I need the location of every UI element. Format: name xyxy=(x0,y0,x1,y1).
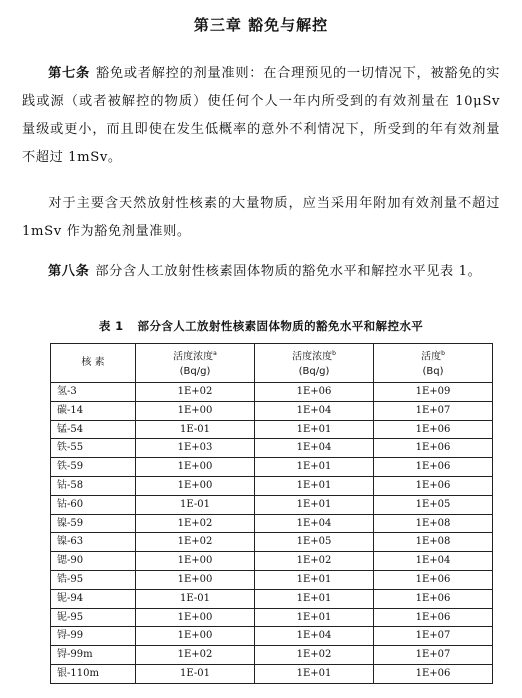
table-row xyxy=(51,664,493,683)
article-7-heading: 第七条 xyxy=(48,66,90,81)
header-unit: (Bq/g) xyxy=(298,365,330,377)
exemption-concentration-cell: 1E+00 xyxy=(136,401,255,420)
exemption-concentration-cell: 1E+00 xyxy=(136,627,255,646)
article-7-paragraph xyxy=(22,60,500,172)
activity-cell: 1E+06 xyxy=(374,664,493,683)
table-row xyxy=(51,589,493,608)
exemption-concentration-cell: 1E+02 xyxy=(136,383,255,402)
table-row xyxy=(51,552,493,571)
clearance-concentration-cell: 1E+01 xyxy=(255,458,374,477)
clearance-concentration-cell: 1E+04 xyxy=(255,514,374,533)
header-nuclide-label: 核 素 xyxy=(81,357,105,368)
exemption-concentration-cell: 1E-01 xyxy=(136,420,255,439)
exemption-concentration-cell: 1E+00 xyxy=(136,458,255,477)
article-7-text: 豁免或者解控的剂量准则：在合理预见的一切情况下，被豁免的实践或源（或者被解控的物质）使任何个人一年内所受到的有效剂量在 10μSv 量级或更小，而且即使在发生低概率的意外不利情况下，所受到的年有效剂量不超过 1mSv。 xyxy=(22,66,500,165)
clearance-concentration-cell: 1E+02 xyxy=(255,552,374,571)
natural-radionuclide-text: 对于主要含天然放射性核素的大量物质，应当采用年附加有效剂量不超过 1mSv 作为豁免剂量准则。 xyxy=(22,196,500,239)
article-8-text: 部分含人工放射性核素固体物质的豁免水平和解控水平见表 1。 xyxy=(95,264,482,279)
table-header-row xyxy=(51,344,493,383)
nuclide-cell: 钴-58 xyxy=(51,476,136,495)
exemption-concentration-cell: 1E-01 xyxy=(136,664,255,683)
exemption-concentration-cell: 1E+00 xyxy=(136,552,255,571)
activity-cell: 1E+07 xyxy=(374,401,493,420)
activity-cell: 1E+06 xyxy=(374,476,493,495)
exemption-concentration-cell: 1E+02 xyxy=(136,646,255,665)
nuclide-cell: 锆-95 xyxy=(51,570,136,589)
activity-cell: 1E+05 xyxy=(374,495,493,514)
nuclide-cell: 碳-14 xyxy=(51,401,136,420)
table-row xyxy=(51,514,493,533)
table-body xyxy=(51,383,493,684)
header-label: 活度浓度 xyxy=(173,351,214,363)
exemption-concentration-cell: 1E-01 xyxy=(136,495,255,514)
nuclide-cell: 铌-95 xyxy=(51,608,136,627)
activity-cell: 1E+06 xyxy=(374,439,493,458)
nuclide-cell: 钴-60 xyxy=(51,495,136,514)
clearance-concentration-cell: 1E+04 xyxy=(255,401,374,420)
clearance-concentration-cell: 1E+01 xyxy=(255,420,374,439)
nuclide-cell: 铁-55 xyxy=(51,439,136,458)
activity-cell: 1E+06 xyxy=(374,458,493,477)
exemption-concentration-cell: 1E-01 xyxy=(136,589,255,608)
table-row xyxy=(51,420,493,439)
table-row xyxy=(51,608,493,627)
header-activity xyxy=(374,344,493,383)
table-row xyxy=(51,533,493,552)
activity-cell: 1E+08 xyxy=(374,533,493,552)
clearance-concentration-cell: 1E+04 xyxy=(255,439,374,458)
table-row xyxy=(51,439,493,458)
header-clearance-activity-concentration xyxy=(255,344,374,383)
header-label: 活度浓度 xyxy=(292,351,333,363)
clearance-concentration-cell: 1E+05 xyxy=(255,533,374,552)
clearance-concentration-cell: 1E+02 xyxy=(255,646,374,665)
nuclide-cell: 铁-59 xyxy=(51,458,136,477)
exemption-concentration-cell: 1E+00 xyxy=(136,608,255,627)
nuclide-cell: 镍-63 xyxy=(51,533,136,552)
article-8-paragraph xyxy=(22,258,500,286)
table-row xyxy=(51,495,493,514)
footnote-mark: b xyxy=(441,350,445,358)
exemption-concentration-cell: 1E+02 xyxy=(136,514,255,533)
activity-cell: 1E+08 xyxy=(374,514,493,533)
table-row xyxy=(51,383,493,402)
table-row xyxy=(51,570,493,589)
nuclide-cell: 锰-54 xyxy=(51,420,136,439)
activity-cell: 1E+06 xyxy=(374,608,493,627)
exemption-concentration-cell: 1E+00 xyxy=(136,570,255,589)
activity-cell: 1E+09 xyxy=(374,383,493,402)
clearance-concentration-cell: 1E+01 xyxy=(255,664,374,683)
table-row xyxy=(51,646,493,665)
clearance-concentration-cell: 1E+01 xyxy=(255,589,374,608)
article-8-heading: 第八条 xyxy=(48,264,90,279)
activity-cell: 1E+06 xyxy=(374,420,493,439)
header-unit: (Bq/g) xyxy=(179,365,211,377)
header-nuclide xyxy=(51,344,136,383)
table-row xyxy=(51,401,493,420)
activity-cell: 1E+07 xyxy=(374,627,493,646)
clearance-concentration-cell: 1E+01 xyxy=(255,608,374,627)
table-caption-number: 表 1 xyxy=(98,319,124,333)
footnote-mark: b xyxy=(332,350,336,358)
exemption-concentration-cell: 1E+02 xyxy=(136,533,255,552)
header-label: 活度 xyxy=(421,351,442,363)
activity-cell: 1E+04 xyxy=(374,552,493,571)
activity-cell: 1E+06 xyxy=(374,570,493,589)
chapter-title: 第三章 豁免与解控 xyxy=(193,16,329,34)
nuclide-cell: 锝-99 xyxy=(51,627,136,646)
exemption-clearance-table xyxy=(50,343,493,684)
clearance-concentration-cell: 1E+06 xyxy=(255,383,374,402)
natural-radionuclide-paragraph xyxy=(22,190,500,246)
activity-cell: 1E+07 xyxy=(374,646,493,665)
clearance-concentration-cell: 1E+01 xyxy=(255,476,374,495)
footnote-mark: a xyxy=(213,350,217,358)
clearance-concentration-cell: 1E+01 xyxy=(255,495,374,514)
header-exemption-activity-concentration xyxy=(136,344,255,383)
header-unit: (Bq) xyxy=(422,365,444,377)
nuclide-cell: 银-110m xyxy=(51,664,136,683)
exemption-concentration-cell: 1E+03 xyxy=(136,439,255,458)
exemption-concentration-cell: 1E+00 xyxy=(136,476,255,495)
table-caption xyxy=(0,318,522,334)
table-row xyxy=(51,627,493,646)
clearance-concentration-cell: 1E+01 xyxy=(255,570,374,589)
nuclide-cell: 锶-90 xyxy=(51,552,136,571)
table-caption-text: 部分含人工放射性核素固体物质的豁免水平和解控水平 xyxy=(137,319,424,333)
activity-cell: 1E+06 xyxy=(374,589,493,608)
table-row xyxy=(51,476,493,495)
nuclide-cell: 铌-94 xyxy=(51,589,136,608)
clearance-concentration-cell: 1E+04 xyxy=(255,627,374,646)
nuclide-cell: 锝-99m xyxy=(51,646,136,665)
table-row xyxy=(51,458,493,477)
nuclide-cell: 氢-3 xyxy=(51,383,136,402)
nuclide-cell: 镍-59 xyxy=(51,514,136,533)
